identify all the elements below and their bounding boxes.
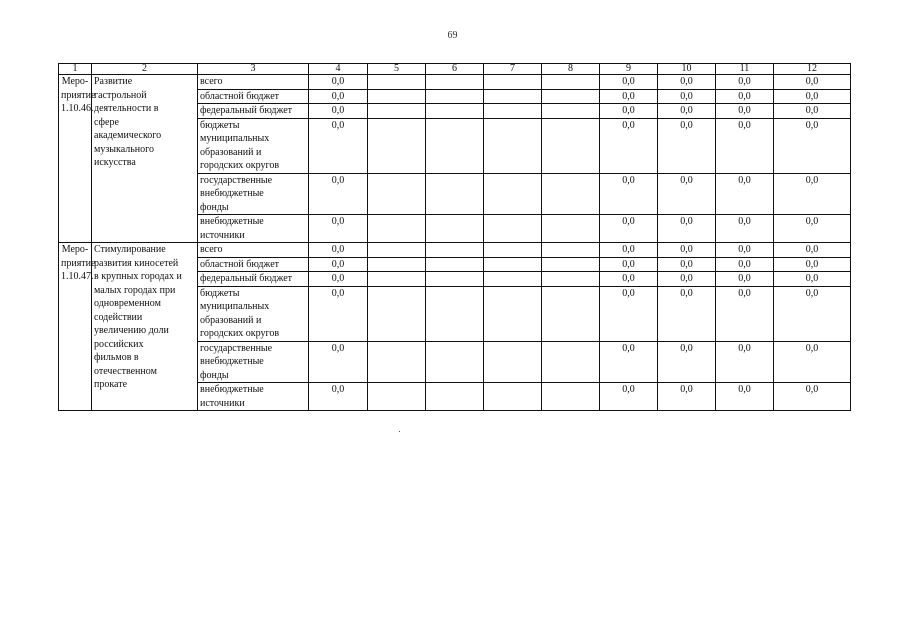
- funding-source-line: фонды: [200, 201, 229, 213]
- value-cell-col-5: [368, 243, 426, 258]
- value-cell-col-7: [484, 383, 542, 411]
- measure-title-line: сфере: [94, 116, 119, 128]
- value-cell-col-10: 0,0: [658, 341, 716, 383]
- funding-source-cell: [198, 341, 309, 383]
- budget-table: [58, 63, 851, 411]
- funding-source-line: государственные: [200, 174, 273, 186]
- value-cell-col-8: [542, 104, 600, 119]
- measure-id-cell: [59, 243, 96, 411]
- funding-source-line: федеральный бюджет: [200, 105, 293, 116]
- funding-source-cell: [198, 75, 309, 90]
- value-cell-col-5: [368, 383, 426, 411]
- column-number-6: 6: [426, 64, 484, 75]
- value-cell-col-11: 0,0: [716, 383, 774, 411]
- value-cell-col-11: 0,0: [716, 272, 774, 287]
- funding-source-cell: [198, 173, 309, 215]
- measure-id-line: 1.10.47.: [61, 271, 94, 282]
- value-cell-col-12: 0,0: [774, 104, 851, 119]
- value-cell-col-9: 0,0: [600, 243, 658, 258]
- value-cell-col-5: [368, 118, 426, 173]
- measure-id-line: Меро-: [61, 244, 89, 255]
- value-cell-col-5: [368, 75, 426, 90]
- value-cell-col-11: 0,0: [716, 243, 774, 258]
- value-cell-col-10: 0,0: [658, 383, 716, 411]
- column-number-8: 8: [542, 64, 600, 75]
- value-cell-col-9: 0,0: [600, 257, 658, 272]
- value-cell-col-4: 0,0: [309, 272, 368, 287]
- measure-title-line: деятельности в: [94, 103, 159, 114]
- funding-source-line: городских округов: [200, 160, 280, 171]
- measure-title-line: в крупных городах и: [94, 271, 182, 282]
- value-cell-col-8: [542, 257, 600, 272]
- value-cell-col-6: [426, 89, 484, 104]
- value-cell-col-5: [368, 173, 426, 215]
- value-cell-col-12: 0,0: [774, 243, 851, 258]
- measure-id-line: приятие: [61, 89, 96, 101]
- measure-title-line: российских: [94, 338, 144, 350]
- value-cell-col-7: [484, 257, 542, 272]
- value-cell-col-5: [368, 257, 426, 272]
- value-cell-col-7: [484, 272, 542, 287]
- value-cell-col-12: 0,0: [774, 272, 851, 287]
- funding-source-cell: [198, 215, 309, 243]
- value-cell-col-12: 0,0: [774, 118, 851, 173]
- value-cell-col-11: 0,0: [716, 118, 774, 173]
- value-cell-col-6: [426, 118, 484, 173]
- column-number-10: 10: [658, 64, 716, 75]
- value-cell-col-10: 0,0: [658, 118, 716, 173]
- value-cell-col-9: 0,0: [600, 341, 658, 383]
- value-cell-col-4: 0,0: [309, 104, 368, 119]
- value-cell-col-9: 0,0: [600, 89, 658, 104]
- value-cell-col-6: [426, 215, 484, 243]
- funding-source-line: источники: [200, 397, 245, 409]
- measure-title-line: прокате: [94, 379, 128, 390]
- value-cell-col-12: 0,0: [774, 341, 851, 383]
- column-number-5: 5: [368, 64, 426, 75]
- value-cell-col-5: [368, 286, 426, 341]
- value-cell-col-8: [542, 383, 600, 411]
- value-cell-col-9: 0,0: [600, 104, 658, 119]
- value-cell-col-7: [484, 104, 542, 119]
- value-cell-col-12: 0,0: [774, 257, 851, 272]
- value-cell-col-5: [368, 89, 426, 104]
- measure-title-line: гастрольной: [94, 89, 147, 101]
- measure-id-line: 1.10.46.: [61, 103, 94, 114]
- measure-title-line: развития киносетей: [94, 257, 179, 269]
- funding-source-line: внебюджетные: [200, 384, 264, 395]
- value-cell-col-9: 0,0: [600, 215, 658, 243]
- value-cell-col-12: 0,0: [774, 383, 851, 411]
- measure-title-line: музыкального: [94, 143, 154, 155]
- value-cell-col-7: [484, 173, 542, 215]
- value-cell-col-7: [484, 89, 542, 104]
- value-cell-col-4: 0,0: [309, 286, 368, 341]
- value-cell-col-4: 0,0: [309, 257, 368, 272]
- value-cell-col-4: 0,0: [309, 243, 368, 258]
- funding-source-line: внебюджетные: [200, 216, 264, 227]
- value-cell-col-8: [542, 243, 600, 258]
- value-cell-col-9: 0,0: [600, 173, 658, 215]
- funding-source-line: бюджеты: [200, 119, 240, 131]
- funding-source-cell: [198, 286, 309, 341]
- value-cell-col-9: 0,0: [600, 118, 658, 173]
- table-body: [59, 75, 851, 411]
- value-cell-col-12: 0,0: [774, 286, 851, 341]
- funding-source-line: муниципальных: [200, 301, 270, 312]
- scan-speck: [399, 431, 400, 432]
- value-cell-col-7: [484, 215, 542, 243]
- measure-title-line: Развитие: [94, 76, 133, 87]
- value-cell-col-12: 0,0: [774, 173, 851, 215]
- value-cell-col-4: 0,0: [309, 75, 368, 90]
- measure-id-line: приятие: [61, 257, 96, 269]
- measure-title-line: малых городах при: [94, 284, 176, 296]
- funding-source-cell: [198, 118, 309, 173]
- value-cell-col-8: [542, 272, 600, 287]
- value-cell-col-4: 0,0: [309, 89, 368, 104]
- measure-title-line: академического: [94, 130, 162, 141]
- column-number-7: 7: [484, 64, 542, 75]
- value-cell-col-9: 0,0: [600, 383, 658, 411]
- value-cell-col-8: [542, 75, 600, 90]
- value-cell-col-4: 0,0: [309, 383, 368, 411]
- value-cell-col-11: 0,0: [716, 75, 774, 90]
- measure-title-line: отечественном: [94, 365, 157, 377]
- funding-source-cell: [198, 89, 309, 104]
- value-cell-col-12: 0,0: [774, 89, 851, 104]
- value-cell-col-7: [484, 341, 542, 383]
- funding-source-line: внебюджетные: [200, 356, 264, 367]
- value-cell-col-11: 0,0: [716, 173, 774, 215]
- value-cell-col-10: 0,0: [658, 286, 716, 341]
- value-cell-col-6: [426, 173, 484, 215]
- value-cell-col-6: [426, 257, 484, 272]
- measure-title-cell: [92, 75, 198, 243]
- value-cell-col-9: 0,0: [600, 286, 658, 341]
- funding-source-line: всего: [200, 76, 223, 87]
- header-row: [59, 64, 851, 75]
- value-cell-col-11: 0,0: [716, 89, 774, 104]
- value-cell-col-6: [426, 243, 484, 258]
- value-cell-col-10: 0,0: [658, 173, 716, 215]
- funding-source-cell: [198, 383, 309, 411]
- value-cell-col-9: 0,0: [600, 75, 658, 90]
- value-cell-col-11: 0,0: [716, 257, 774, 272]
- value-cell-col-7: [484, 118, 542, 173]
- value-cell-col-8: [542, 341, 600, 383]
- measure-title-cell: [92, 243, 198, 411]
- column-number-1: 1: [59, 64, 92, 75]
- value-cell-col-4: 0,0: [309, 173, 368, 215]
- value-cell-col-4: 0,0: [309, 118, 368, 173]
- value-cell-col-6: [426, 383, 484, 411]
- funding-source-line: внебюджетные: [200, 188, 264, 199]
- measure-title-line: увеличению доли: [94, 325, 169, 336]
- value-cell-col-11: 0,0: [716, 286, 774, 341]
- funding-source-line: областной бюджет: [200, 90, 280, 102]
- column-number-9: 9: [600, 64, 658, 75]
- value-cell-col-6: [426, 104, 484, 119]
- value-cell-col-7: [484, 243, 542, 258]
- measure-title-line: фильмов в: [94, 352, 139, 363]
- table-row: [59, 75, 851, 90]
- value-cell-col-10: 0,0: [658, 75, 716, 90]
- table-row: [59, 243, 851, 258]
- value-cell-col-7: [484, 286, 542, 341]
- value-cell-col-5: [368, 215, 426, 243]
- value-cell-col-8: [542, 118, 600, 173]
- value-cell-col-5: [368, 341, 426, 383]
- header-row-group: [59, 64, 851, 75]
- measure-title-line: Стимулирование: [94, 244, 166, 255]
- measure-title-line: искусства: [94, 157, 136, 168]
- funding-source-line: бюджеты: [200, 287, 240, 299]
- funding-source-line: муниципальных: [200, 133, 270, 144]
- page-number: 69: [447, 30, 458, 41]
- value-cell-col-10: 0,0: [658, 243, 716, 258]
- value-cell-col-11: 0,0: [716, 215, 774, 243]
- value-cell-col-4: 0,0: [309, 215, 368, 243]
- column-number-11: 11: [716, 64, 774, 75]
- funding-source-line: городских округов: [200, 328, 280, 339]
- funding-source-line: областной бюджет: [200, 258, 280, 270]
- value-cell-col-11: 0,0: [716, 104, 774, 119]
- column-number-12: 12: [774, 64, 851, 75]
- value-cell-col-8: [542, 286, 600, 341]
- value-cell-col-12: 0,0: [774, 75, 851, 90]
- value-cell-col-6: [426, 341, 484, 383]
- measure-title-line: содействии: [94, 311, 143, 323]
- column-number-4: 4: [309, 64, 368, 75]
- value-cell-col-11: 0,0: [716, 341, 774, 383]
- value-cell-col-5: [368, 104, 426, 119]
- value-cell-col-10: 0,0: [658, 104, 716, 119]
- measure-title-line: одновременном: [94, 298, 161, 309]
- funding-source-line: фонды: [200, 369, 229, 381]
- value-cell-col-5: [368, 272, 426, 287]
- value-cell-col-6: [426, 75, 484, 90]
- funding-source-line: образований и: [200, 314, 262, 326]
- value-cell-col-10: 0,0: [658, 215, 716, 243]
- funding-source-line: источники: [200, 229, 245, 241]
- value-cell-col-12: 0,0: [774, 215, 851, 243]
- value-cell-col-4: 0,0: [309, 341, 368, 383]
- value-cell-col-6: [426, 272, 484, 287]
- value-cell-col-10: 0,0: [658, 272, 716, 287]
- funding-source-line: государственные: [200, 342, 273, 354]
- funding-source-cell: [198, 272, 309, 287]
- funding-source-line: образований и: [200, 146, 262, 158]
- measure-id-line: Меро-: [61, 76, 89, 87]
- funding-source-cell: [198, 104, 309, 119]
- funding-source-line: всего: [200, 244, 223, 255]
- measure-id-cell: [59, 75, 96, 243]
- value-cell-col-8: [542, 215, 600, 243]
- value-cell-col-8: [542, 89, 600, 104]
- column-number-2: 2: [92, 64, 198, 75]
- value-cell-col-9: 0,0: [600, 272, 658, 287]
- value-cell-col-10: 0,0: [658, 257, 716, 272]
- value-cell-col-7: [484, 75, 542, 90]
- funding-source-line: федеральный бюджет: [200, 273, 293, 284]
- column-number-3: 3: [198, 64, 309, 75]
- value-cell-col-6: [426, 286, 484, 341]
- value-cell-col-8: [542, 173, 600, 215]
- funding-source-cell: [198, 243, 309, 258]
- value-cell-col-10: 0,0: [658, 89, 716, 104]
- funding-source-cell: [198, 257, 309, 272]
